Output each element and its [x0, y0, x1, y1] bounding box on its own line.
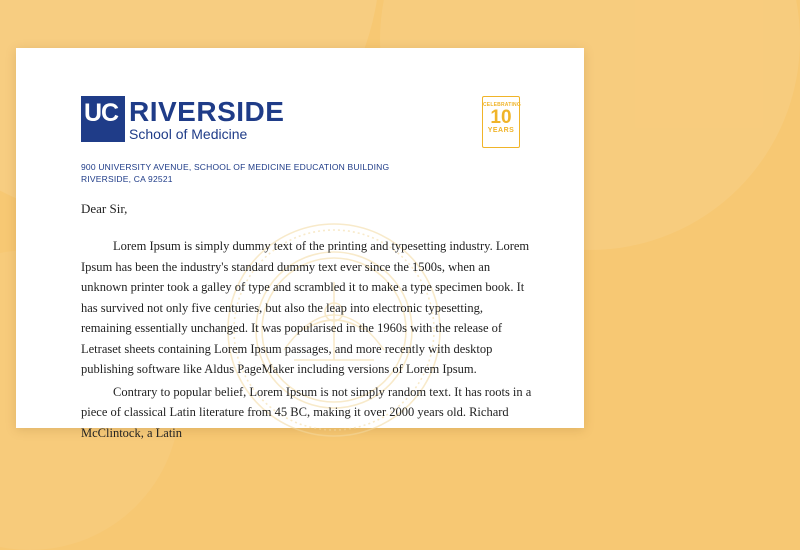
badge-number: 10	[490, 107, 512, 128]
body-paragraph: Contrary to popular belief, Lorem Ipsum is not simply random text. It has roots in a piece of classical Latin literature from 45 BC, making it over 2000 years old. Richard McClintock, a Latin	[81, 384, 532, 440]
address-block	[81, 161, 389, 185]
uc-logo-mark	[81, 96, 125, 142]
school-name: School of Medicine	[129, 126, 248, 142]
body-paragraph: Lorem Ipsum is simply dummy text of the printing and typesetting industry. Lorem Ipsum has been the industry's standard dummy text ever since the 1500s, when an unknown printer took a galley of type and scrambled it to make a type specimen book. It has survived not only five centuries, but also the leap into electronic typesetting, remaining essentially unchanged. It was popularised in the 1960s with the release of Letraset sheets containing Lorem Ipsum passages, and more recently with desktop publishing software like Aldus PageMaker including versions of Lorem Ipsum.	[81, 239, 530, 376]
letter-body	[81, 236, 533, 445]
anniversary-badge	[482, 96, 520, 148]
salutation: Dear Sir,	[81, 201, 128, 216]
uc-logo-text: UC	[84, 99, 119, 127]
letter-page	[16, 48, 584, 440]
logo-wordmark: RIVERSIDE	[129, 96, 285, 127]
badge-top-text: CELEBRATING	[483, 102, 521, 108]
badge-bottom-text: YEARS	[487, 127, 515, 134]
address-line: 900 UNIVERSITY AVENUE, SCHOOL OF MEDICINE EDUCATION BUILDING	[81, 162, 390, 172]
address-line: RIVERSIDE, CA 92521	[81, 174, 173, 184]
